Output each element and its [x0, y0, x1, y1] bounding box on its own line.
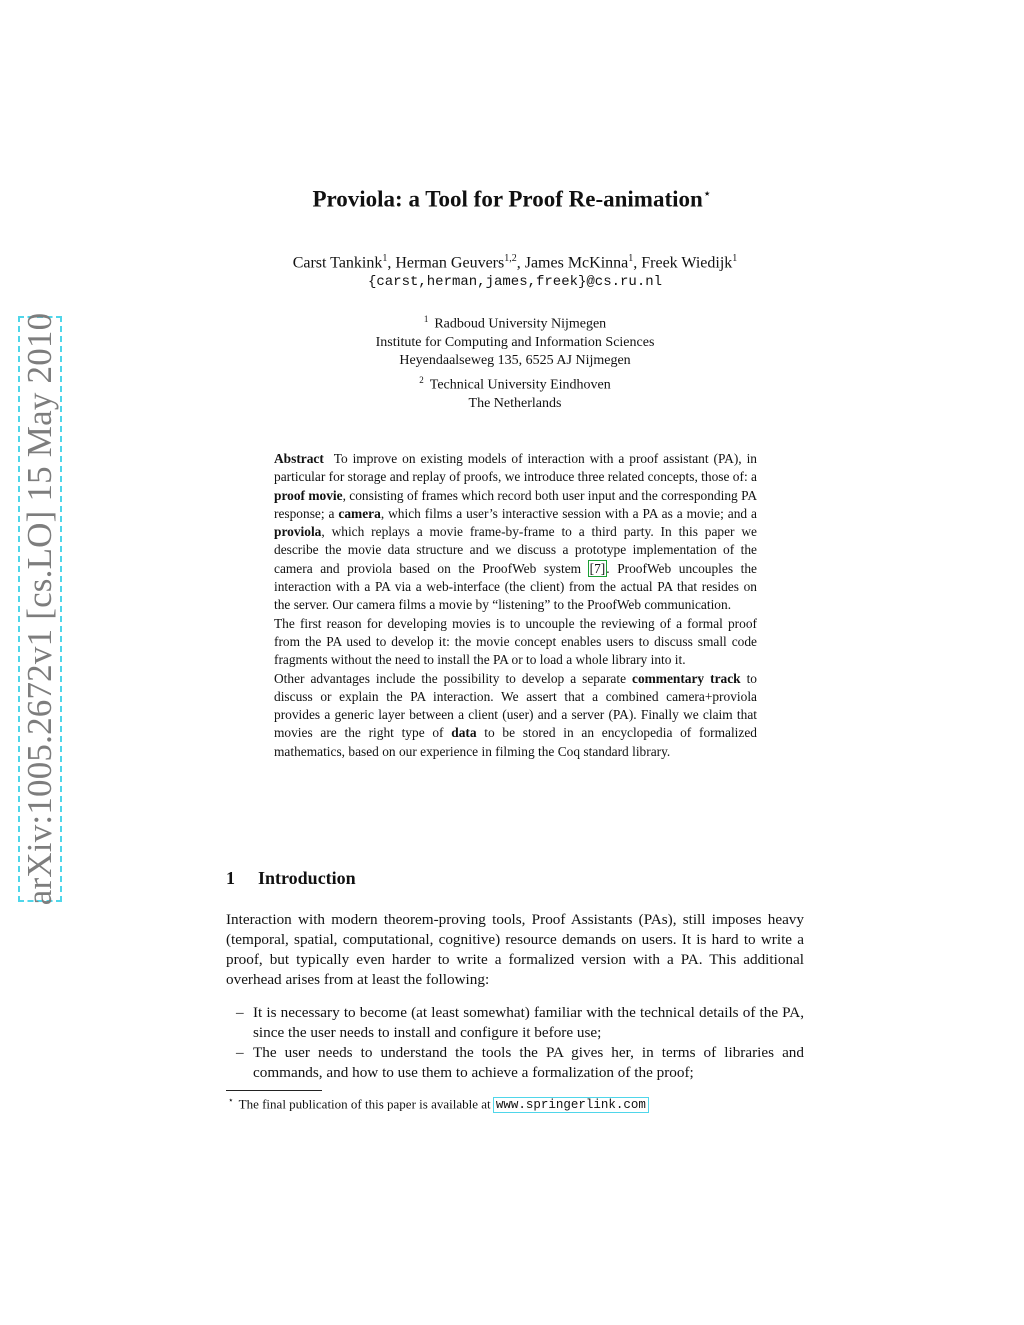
- springerlink-link[interactable]: www.springerlink.com: [495, 1098, 646, 1113]
- title-footnote-mark: ⋆: [702, 187, 712, 202]
- abstract-paragraph: Abstract To improve on existing models of interaction with a proof assistant (PA), in particular for storage and replay of proofs, we introduce three related concepts, those of: a proof movie, consisting of frames which record both user input and the corresponding PA response; a camera, which films a user’s interactive session with a PA as a movie; and a proviola, which replays a movie frame-by-frame to a third party. In this paper we describe the movie data structure and we discuss a prototype implementation of the camera and proviola based on the ProofWeb system [7]. ProofWeb uncouples the interaction with a PA via a web-interface (the client) from the actual PA that resides on the server. Our camera films a movie by “listening” to the ProofWeb communication.: [274, 451, 757, 613]
- list-item: – It is necessary to become (at least somewhat) familiar with the technical details of the PA, since the user needs to install and configure it before use;: [236, 1004, 804, 1041]
- abstract-paragraph: Other advantages include the possibility to develop a separate commentary track to discuss or explain the PA interaction. We assert that a combined camera+proviola provides a generic layer between a client (user) and a server (PA). Finally we claim that movies are the right type of data to be stored in an encyclopedia of formalized mathematics, based on our experience in filming the Coq standard library.: [274, 670, 758, 759]
- affiliation-line: $^2$ Technical University Eindhoven: [419, 374, 611, 393]
- section-title: Introduction: [258, 868, 356, 888]
- author-name: Freek Wiedijk: [641, 254, 733, 272]
- abstract-label: Abstract: [274, 451, 324, 466]
- footnote: ⋆ The final publication of this paper is available at www.springerlink.com: [228, 1095, 646, 1113]
- list-item: – The user needs to understand the tools the PA gives her, in terms of libraries and commands, and how to use them to achieve a formalization of the proof;: [236, 1044, 804, 1081]
- author-affiliation-mark: 1: [382, 253, 388, 264]
- abstract: [274, 450, 757, 761]
- bullet-list: [226, 1003, 804, 1083]
- author-emails: {carst,herman,james,freek}@cs.ru.nl: [367, 274, 663, 290]
- footnote-mark: ⋆: [228, 1095, 234, 1105]
- affiliation-mark: 1: [423, 314, 429, 324]
- bullet-dash: –: [236, 1004, 244, 1021]
- author-affiliation-mark: 1: [732, 253, 738, 264]
- footnote-rule: [226, 1090, 322, 1091]
- author-name: James McKinna: [524, 254, 629, 272]
- section-heading: [226, 868, 356, 889]
- affiliation-line: Heyendaalseweg 135, 6525 AJ Nijmegen: [399, 353, 631, 369]
- affiliation-line: Institute for Computing and Information Sciences: [375, 335, 655, 351]
- author-name: Herman Geuvers: [395, 254, 505, 272]
- term-camera: camera: [338, 505, 381, 521]
- term-data: data: [451, 725, 477, 741]
- author-name: Carst Tankink: [292, 254, 383, 272]
- affiliation-mark: 2: [419, 374, 424, 385]
- intro-paragraph: Interaction with modern theorem-proving tools, Proof Assistants (PAs), still imposes heavy (temporal, spatial, computational, cognitive) resource demands on users. It is hard to write a proof, but typically even harder to write a formalized version with a PA. This additional overhead arises from at least the following:: [226, 911, 804, 988]
- term-proof-movie: proof movie: [274, 487, 343, 503]
- affiliation-line: The Netherlands: [468, 395, 562, 411]
- bullet-dash: –: [236, 1044, 244, 1061]
- author-affiliation-mark: 1,2: [504, 253, 517, 264]
- author-affiliation-mark: 1: [628, 253, 634, 264]
- section-number: 1: [226, 868, 235, 888]
- author-list: Carst Tankink$^1$, Herman Geuvers$^{1,2}$, James McKinna$^1$, Freek Wiedijk$^1$: [292, 253, 738, 272]
- term-commentary-track: commentary track: [632, 670, 741, 686]
- affiliation-line: $^1$ Radboud University Nijmegen: [423, 314, 607, 332]
- abstract-paragraph: The first reason for developing movies is to uncouple the reviewing of a formal proof from the PA used to develop it: the movie concept enables users to discuss small code fragments without the need to install the PA or to load a whole library into it.: [274, 615, 757, 668]
- paper-title-text: Proviola: a Tool for Proof Re-animation: [312, 186, 703, 212]
- paper-title: [0, 186, 1024, 213]
- affiliations: [0, 310, 1024, 413]
- term-proviola: proviola: [274, 524, 322, 540]
- arxiv-identifier-text: arXiv:1005.2672v1 [cs.LO] 15 May 2010: [20, 312, 59, 906]
- citation-link[interactable]: [7]: [589, 560, 606, 576]
